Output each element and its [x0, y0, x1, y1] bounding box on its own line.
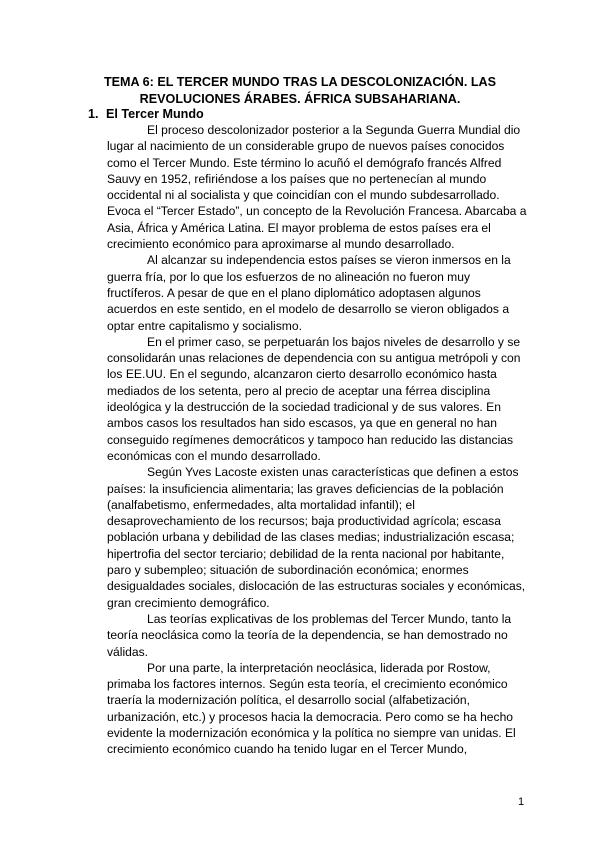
- section-heading: [88, 106, 204, 123]
- section-heading-text: El Tercer Mundo: [106, 107, 204, 121]
- paragraph-1: El proceso descolonizador posterior a la Segunda Guerra Mundial dio lugar al nacimiento de un considerable grupo de nuevos países conocidos como el Tercer Mundo. Este término lo acuñó el demógrafo francés Alfred Sauvy en 1952, refiriéndose a los países que no pertenecían al mundo occidental ni al socialista y que coincidían con el mundo subdesarrollado. Evoca el “Tercer Estado”, un concepto de la Revolución Francesa. Abarcaba a Asia, África y América Latina. El mayor problema de estos países era el crecimiento económico para aproximarse al mundo desarrollado.: [107, 123, 527, 252]
- page-number: 1: [518, 796, 525, 808]
- document-title: TEMA 6: EL TERCER MUNDO TRAS LA DESCOLONIZACIÓN. LAS REVOLUCIONES ÁRABES. ÁFRICA SUBSAHARIANA.: [103, 75, 497, 106]
- paragraph-4: Según Yves Lacoste existen unas características que definen a estos países: la insuficiencia alimentaria; las graves deficiencias de la población (analfabetismo, enfermedades, alta mortalidad infantil); el desaprovechamiento de los recursos; baja productividad agrícola; escasa población urbana y debilidad de las clases medias; industrialización escasa; hipertrofia del sector terciario; debilidad de la renta nacional por habitante, paro y subempleo; situación de subordinación económica; enormes desigualdades sociales, dislocación de las estructuras sociales y económicas, gran crecimiento demográfico.: [107, 465, 526, 610]
- paragraph-2: Al alcanzar su independencia estos países se vieron inmersos en la guerra fría, por lo que los esfuerzos de no alineación no fueron muy fructíferos. A pesar de que en el plano diplomático adoptasen algunos acuerdos en este sentido, en el modelo de desarrollo se vieron obligados a optar entre capitalismo y socialismo.: [107, 253, 511, 333]
- paragraph-5: Las teorías explicativas de los problemas del Tercer Mundo, tanto la teoría neoclásica como la teoría de la dependencia, se han demostrado no válidas.: [107, 611, 512, 659]
- body-text: [107, 122, 527, 758]
- section-number: 1.: [88, 107, 99, 121]
- paragraph-3: En el primer caso, se perpetuarán los bajos niveles de desarrollo y se consolidarán unas relaciones de dependencia con su antigua metrópoli y con los EE.UU. En el segundo, alcanzaron cierto desarrollo económico hasta mediados de los setenta, pero al precio de aceptar una férrea disciplina ideológica y la destrucción de la sociedad tradicional y de sus valores. En ambos casos los resultados han sido escasos, ya que en general no han conseguido regímenes democráticos y tampoco han reducido las distancias económicas con el mundo desarrollado.: [107, 334, 521, 463]
- paragraph-6: Por una parte, la interpretación neoclásica, liderada por Rostow, primaba los factores internos. Según esta teoría, el crecimiento económico traería la modernización política, el desarrollo social (alfabetización, urbanización, etc.) y procesos hacia la democracia. Pero como se ha hecho evidente la modernización económica y la política no siempre van unidas. El crecimiento económico cuando ha tenido lugar en el Tercer Mundo,: [107, 660, 516, 757]
